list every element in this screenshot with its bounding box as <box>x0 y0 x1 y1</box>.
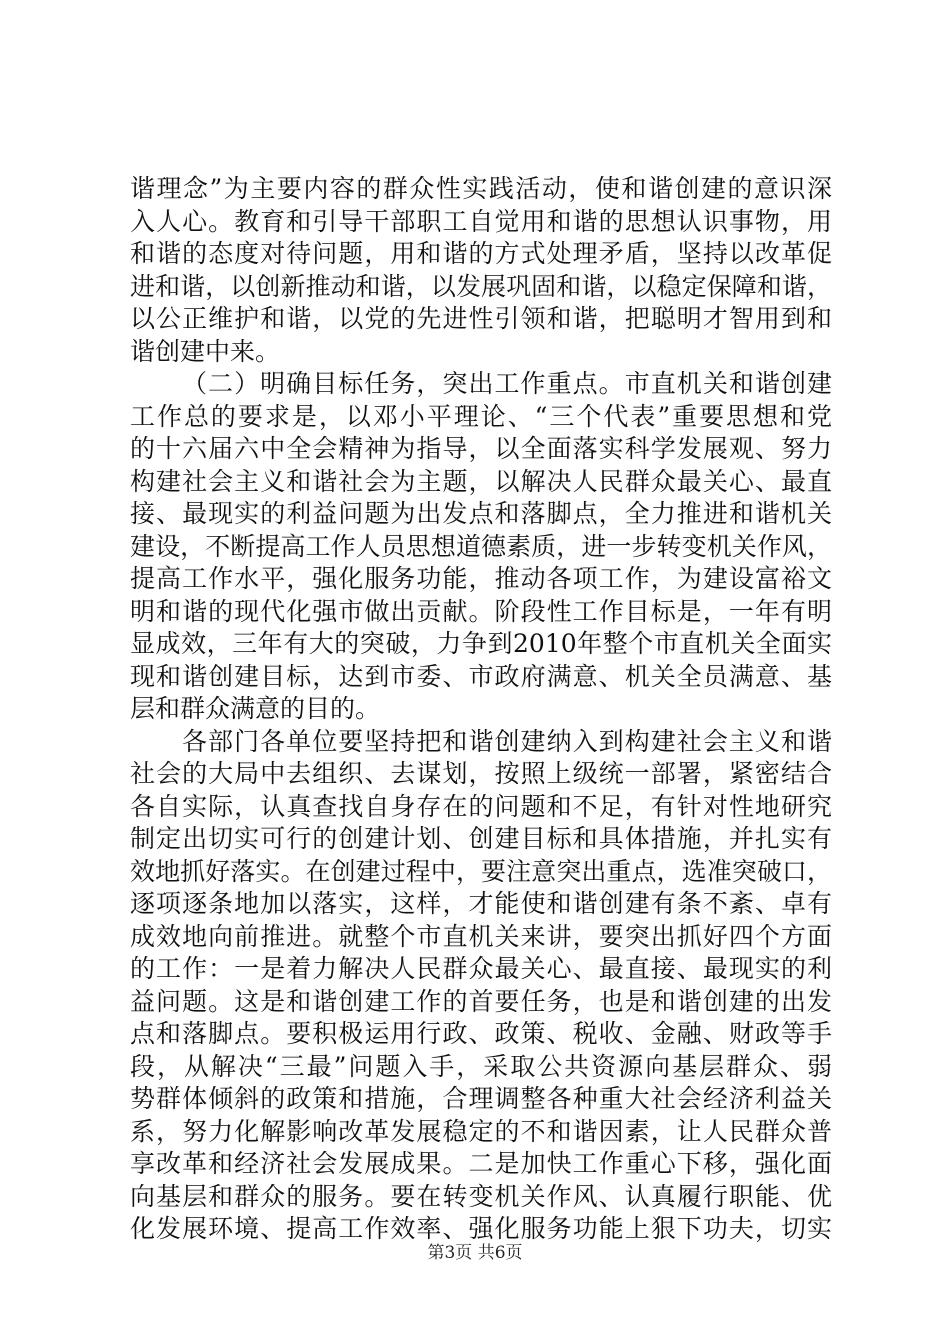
text-line: 现和谐创建目标，达到市委、市政府满意、机关全员满意、基 <box>130 661 832 691</box>
body-text <box>130 173 832 1246</box>
text-line: 工作总的要求是，以邓小平理论、“三个代表”重要思想和党 <box>130 401 832 431</box>
text-line: 提高工作水平，强化服务功能，推动各项工作，为建设富裕文 <box>130 564 832 593</box>
text-line: 以公正维护和谐，以党的先进性引领和谐，把聪明才智用到和 <box>130 304 832 333</box>
text-line: 显成效，三年有大的突破，力争到2010年整个市直机关全面实 <box>130 629 832 658</box>
text-line: 和谐的态度对待问题，用和谐的方式处理矛盾，坚持以改革促 <box>130 239 832 268</box>
text-line: 各部门各单位要坚持把和谐创建纳入到构建社会主义和谐 <box>182 726 832 756</box>
text-line: 向基层和群众的服务。要在转变机关作风、认真履行职能、优 <box>130 1181 832 1211</box>
text-line: 化发展环境、提高工作效率、强化服务功能上狠下功夫，切实 <box>130 1214 832 1243</box>
text-line: 建设，不断提高工作人员思想道德素质，进一步转变机关作风， <box>130 531 832 561</box>
text-line: 层和群众满意的目的。 <box>130 694 381 723</box>
paragraph <box>130 368 832 726</box>
text-line: 各自实际，认真查找自身存在的问题和不足，有针对性地研究 <box>130 791 832 821</box>
text-line: 益问题。这是和谐创建工作的首要任务，也是和谐创建的出发 <box>130 986 832 1016</box>
text-line: 接、最现实的利益问题为出发点和落脚点，全力推进和谐机关 <box>130 499 832 528</box>
text-line: 制定出切实可行的创建计划、创建目标和具体措施，并扎实有 <box>130 824 832 853</box>
text-line: 构建社会主义和谐社会为主题，以解决人民群众最关心、最直 <box>130 466 832 496</box>
text-line: 进和谐，以创新推动和谐，以发展巩固和谐，以稳定保障和谐， <box>130 271 832 301</box>
text-line: 明和谐的现代化强市做出贡献。阶段性工作目标是，一年有明 <box>130 596 832 626</box>
text-line: 享改革和经济社会发展成果。二是加快工作重心下移，强化面 <box>130 1149 832 1178</box>
text-line: 点和落脚点。要积极运用行政、政策、税收、金融、财政等手 <box>130 1019 832 1048</box>
text-line: 社会的大局中去组织、去谋划，按照上级统一部署，紧密结合 <box>130 759 832 788</box>
text-line: 入人心。教育和引导干部职工自觉用和谐的思想认识事物，用 <box>130 206 832 236</box>
paragraph <box>130 726 832 1246</box>
text-line: 成效地向前推进。就整个市直机关来讲，要突出抓好四个方面 <box>130 921 832 951</box>
text-line: （二）明确目标任务，突出工作重点。市直机关和谐创建 <box>182 369 832 398</box>
text-line: 效地抓好落实。在创建过程中，要注意突出重点，选准突破口， <box>130 856 832 886</box>
text-line: 势群体倾斜的政策和措施，合理调整各种重大社会经济利益关 <box>130 1084 832 1113</box>
text-line: 谐理念”为主要内容的群众性实践活动，使和谐创建的意识深 <box>130 174 832 203</box>
text-line: 逐项逐条地加以落实，这样，才能使和谐创建有条不紊、卓有 <box>130 889 832 918</box>
text-line: 谐创建中来。 <box>130 336 281 366</box>
text-line: 段，从解决“三最”问题入手，采取公共资源向基层群众、弱 <box>130 1051 832 1081</box>
paragraph <box>130 173 832 368</box>
text-line: 系，努力化解影响改革发展稳定的不和谐因素，让人民群众普 <box>130 1116 832 1146</box>
page-footer: 第3页 共6页 <box>427 1243 523 1263</box>
text-line: 的十六届六中全会精神为指导，以全面落实科学发展观、努力 <box>130 434 832 463</box>
text-line: 的工作：一是着力解决人民群众最关心、最直接、最现实的利 <box>130 954 832 983</box>
